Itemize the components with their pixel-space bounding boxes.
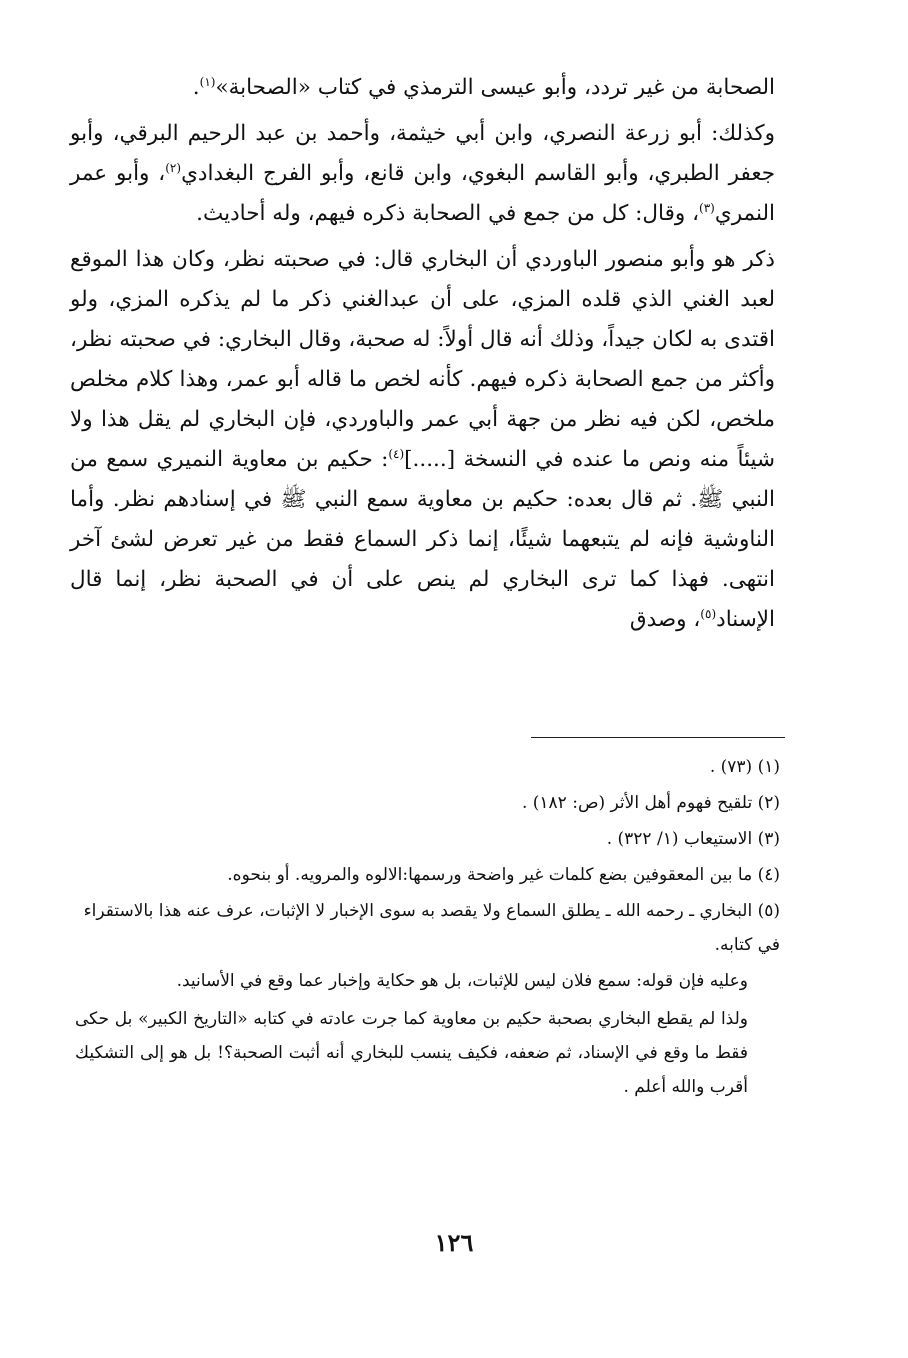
footnote: (٢) تلقيح فهوم أهل الأثر (ص: ١٨٢) . bbox=[521, 793, 780, 813]
paragraph bbox=[70, 68, 775, 108]
footnote-continuation: ولذا لم يقطع البخاري بصحبة حكيم بن معاوية كما جرت عادته في كتابه «التاريخ الكبير» بل حكى فقط ما وقع في الإسناد، ثم ضعفه، فكيف ينسب للبخاري أنه أثبت الصحبة؟! بل هو إلى التشكيك أقرب والله أعلم . bbox=[75, 1009, 748, 1097]
paragraph-text: الصحابة من غير تردد، وأبو عيسى الترمذي في كتاب «الصحابة» bbox=[215, 75, 775, 100]
footnote: (١) (٧٣) . bbox=[709, 757, 780, 777]
paragraph-text: : حكيم بن معاوية النميري سمع من النبي ﷺ. ثم قال بعده: حكيم بن معاوية سمع النبي ﷺ في إسنادهم نظر. وأما الناوشية فإنه لم يتبعهما شيئًا، إنما ذكر السماع فقط من غير تعرض لشئ آخر انتهى. فهذا كما ترى البخاري لم ينص على أن في الصحبة نظر، إنما قال الإسناد bbox=[70, 447, 775, 632]
footnote: (٤) ما بين المعقوفين بضع كلمات غير واضحة ورسمها:الالوه والمرويه. أو بنحوه. bbox=[227, 865, 780, 885]
footnote-continuation: وعليه فإن قوله: سمع فلان ليس للإثبات، بل هو حكاية وإخبار عما وقع في الأسانيد. bbox=[176, 971, 748, 991]
page-number: ١٢٦ bbox=[434, 1228, 474, 1257]
main-text bbox=[70, 68, 775, 646]
paragraph-text: وكذلك: أبو زرعة النصري، وابن أبي خيثمة، وأحمد بن عبد الرحيم البرقي، وأبو جعفر الطبري، وأبو القاسم البغوي، وابن قانع، وأبو الفرج البغدادي bbox=[70, 121, 775, 186]
footnote-ref: (٢) bbox=[165, 160, 182, 175]
footnote-divider bbox=[531, 737, 785, 738]
footnote: (٥) البخاري ـ رحمه الله ـ يطلق السماع ولا يقصد به سوى الإخبار لا الإثبات، عرف عنه هذا بالاستقراء في كتابه. bbox=[83, 901, 780, 955]
paragraph-text: ، وصدق bbox=[629, 607, 701, 632]
footnote-ref: (١) bbox=[199, 74, 216, 89]
paragraph-text: . bbox=[192, 75, 200, 100]
footnote: (٣) الاستيعاب (١/ ٣٢٢) . bbox=[606, 829, 780, 849]
footnote-ref: (٣) bbox=[699, 200, 715, 215]
paragraph-text: ذكر هو وأبو منصور الباوردي أن البخاري قال: في صحبته نظر، وكان هذا الموقع لعبد الغني الذي قلده المزي، على أن عبدالغني ذكر ما لم يذكره المزي، ولو اقتدى به لكان جيداً، وذلك أنه قال أولاً: له صحبة، وقال البخاري: في صحبته نظر، وأكثر من جمع الصحابة ذكره فيهم. كأنه لخص ما قاله أبو عمر، وهذا كلام مخلص ملخص، لكن فيه نظر من جهة أبي عمر والباوردي، فإن البخاري لم يقل هذا ولا شيئاً منه ونص ما عنده في النسخة [.....] bbox=[70, 247, 775, 472]
footnote-ref: (٥) bbox=[700, 606, 717, 621]
footnote-ref: (٤) bbox=[388, 446, 405, 461]
paragraph bbox=[70, 240, 775, 640]
paragraph-text: ، وقال: كل من جمع في الصحابة ذكره فيهم، وله أحاديث. bbox=[196, 201, 700, 226]
paragraph-text: ، وأبو عمر النمري bbox=[70, 161, 775, 226]
paragraph bbox=[70, 114, 775, 234]
footnotes bbox=[75, 750, 780, 1108]
